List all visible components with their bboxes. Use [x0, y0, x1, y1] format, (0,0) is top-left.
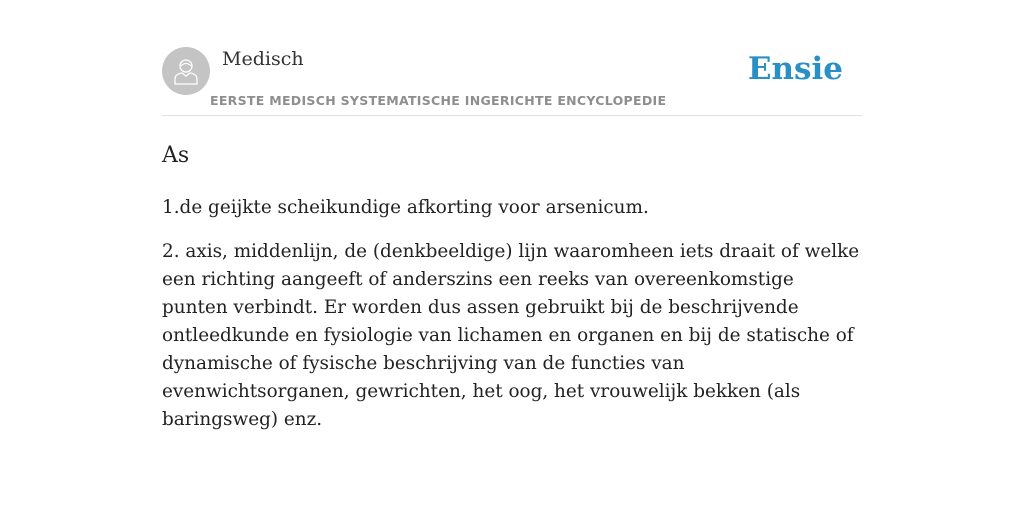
author-name[interactable]: Medisch [222, 48, 304, 70]
header [162, 0, 862, 116]
definition-1: 1.de geijkte scheikundige afkorting voor arsenicum. [162, 197, 649, 218]
definition-2: 2. axis, middenlijn, de (denkbeeldige) lijn waaromheen iets draait of welke een richting aangeeft of anderszins een reeks van overeenkomstige punten verbindt. Er worden dus assen gebruikt bij de beschrijvende ontleedkunde en fysiologie van lichamen en organen en bij de statische of dynamische of fysische beschrijving van de functies van evenwichtsorganen, gewrichten, het oog, het vrouwelijk bekken (als baringsweg) enz. [162, 241, 860, 430]
user-icon [173, 57, 199, 85]
definitions [162, 194, 862, 434]
entry-term: As [162, 143, 190, 168]
page-container [162, 0, 862, 450]
avatar[interactable] [162, 47, 210, 95]
author-subtitle: EERSTE MEDISCH SYSTEMATISCHE INGERICHTE ENCYCLOPEDIE [210, 93, 667, 108]
site-logo[interactable]: Ensie [747, 51, 843, 87]
